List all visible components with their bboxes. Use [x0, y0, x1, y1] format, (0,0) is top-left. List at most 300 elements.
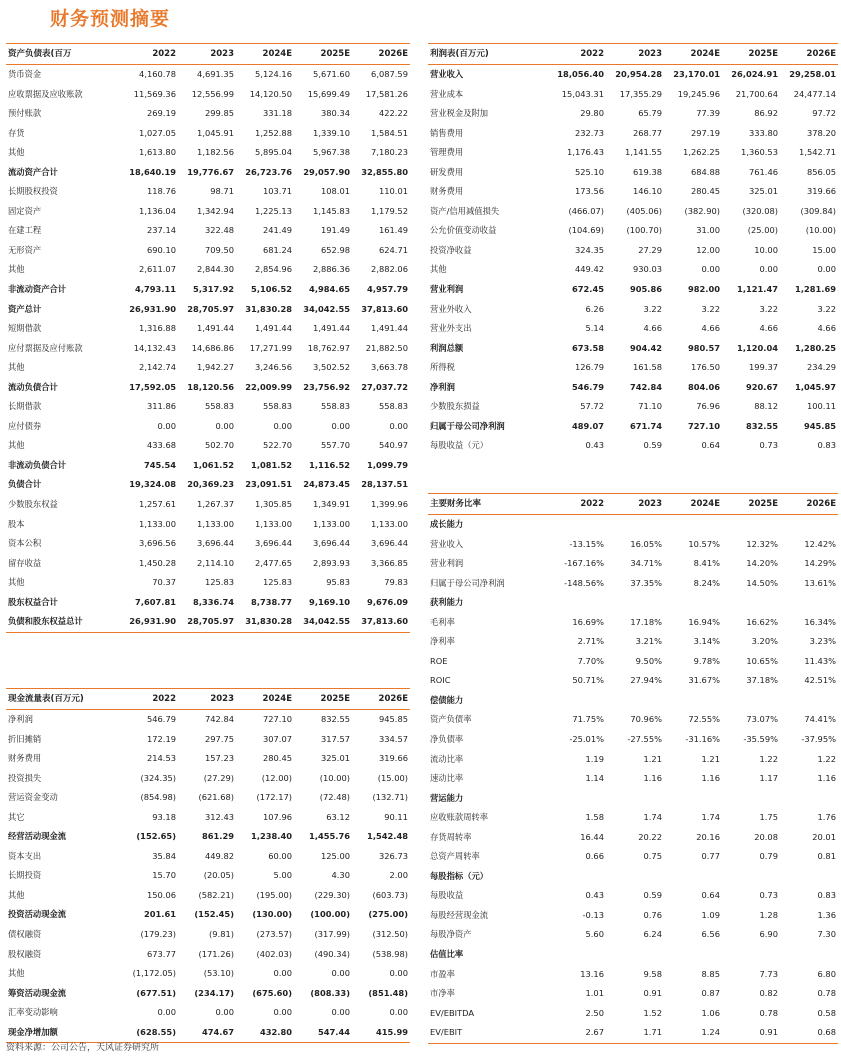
table-row [428, 280, 838, 300]
cell-value: -148.56% [564, 577, 604, 588]
table-row [6, 358, 410, 378]
row-label: 应收票据及应收账款 [8, 88, 83, 99]
row-label: 流动比率 [430, 753, 464, 764]
cell-value: (234.17) [194, 987, 234, 998]
cell-value: 982.00 [687, 284, 720, 295]
cell-value: 27,037.72 [361, 381, 408, 392]
row-label: 在建工程 [8, 225, 42, 236]
cell-value: 1,491.44 [255, 323, 292, 334]
cell-value: 14.20% [746, 558, 778, 569]
table-row [6, 182, 410, 202]
cell-value: 1,491.44 [197, 323, 234, 334]
cell-value: 15,699.49 [307, 88, 350, 99]
row-label: 营运资金变动 [8, 792, 58, 803]
row-label: 短期借款 [8, 323, 42, 334]
table-row [6, 124, 410, 144]
cell-value: 28,705.97 [187, 303, 234, 314]
column-header: 2024E [236, 689, 294, 710]
table-row [6, 964, 410, 984]
column-header: 2023 [606, 494, 664, 515]
cell-value: 673.58 [571, 342, 604, 353]
cell-value: 1,455.76 [309, 831, 350, 842]
cell-value: 18,056.40 [557, 69, 604, 79]
cell-value: 905.86 [629, 284, 662, 295]
cell-value: 0.73 [759, 440, 778, 451]
cell-value: 24,873.45 [303, 479, 350, 490]
column-header: 2024E [664, 44, 722, 65]
table-title: 资产负债表(百万 [6, 44, 120, 65]
cell-value: -25.01% [569, 734, 604, 745]
cell-value [548, 593, 606, 613]
cell-value [780, 515, 838, 535]
cell-value [664, 593, 722, 613]
table-row [6, 945, 410, 965]
cell-value: 73.07% [746, 714, 778, 725]
cell-value: 2,854.96 [255, 264, 292, 275]
cell-value: 317.57 [320, 733, 350, 744]
cell-value: 280.45 [690, 186, 720, 197]
cell-value [780, 945, 838, 965]
cell-value [664, 691, 722, 711]
cell-value: 9.78% [693, 655, 720, 666]
column-header: 2025E [294, 689, 352, 710]
cell-value: 16.69% [572, 616, 604, 627]
cell-value: 5,671.60 [313, 69, 350, 79]
cell-value: 1,225.13 [255, 205, 292, 216]
table-row [6, 163, 410, 183]
cell-value: 11,569.36 [133, 88, 176, 99]
cell-value: 8.85 [701, 968, 720, 979]
cell-value: 1,542.71 [799, 147, 836, 158]
cell-value: 0.00 [759, 264, 778, 275]
cell-value: 4,957.79 [367, 284, 408, 295]
cell-value: 2.00 [389, 870, 408, 881]
cell-value: 0.83 [817, 890, 836, 901]
table-row [6, 143, 410, 163]
cell-value: (179.23) [140, 929, 176, 940]
cell-value: 0.00 [331, 420, 350, 431]
cell-value: 449.42 [574, 264, 604, 275]
cell-value: (851.48) [368, 987, 408, 998]
row-label: 固定资产 [8, 205, 42, 216]
cell-value: 1,339.10 [313, 127, 350, 138]
column-header: 2022 [120, 44, 178, 65]
cell-value [722, 945, 780, 965]
cell-value: 1,116.52 [309, 459, 350, 470]
cell-value: (12.00) [261, 772, 292, 783]
cell-value: 9,169.10 [309, 596, 350, 607]
cell-value: 7.73 [759, 968, 778, 979]
table-row [6, 905, 410, 925]
cell-value: 269.19 [146, 108, 176, 119]
cell-value: 558.83 [262, 401, 292, 412]
table-row [6, 65, 410, 85]
cell-value: 1.14 [585, 773, 604, 784]
table-row [6, 85, 410, 105]
cell-value: 672.45 [571, 284, 604, 295]
cell-value: 1,360.53 [741, 147, 778, 158]
cell-value: 522.70 [262, 440, 292, 451]
cell-value: 1.19 [585, 753, 604, 764]
cell-value: 11.43% [804, 655, 836, 666]
cell-value: 1,120.04 [737, 342, 778, 353]
cell-value: 742.84 [204, 714, 234, 724]
cell-value: 3.22 [759, 303, 778, 314]
cell-value: 326.73 [378, 850, 408, 861]
table-row [6, 866, 410, 886]
cell-value: 489.07 [571, 420, 604, 431]
row-label: 负债和股东权益总计 [6, 612, 120, 632]
cell-value: 1,257.61 [139, 499, 176, 510]
row-label: 营运能力 [430, 792, 464, 803]
table-row [428, 339, 838, 359]
cell-value: 3.22 [817, 303, 836, 314]
cell-value: 0.91 [722, 1023, 780, 1043]
row-label: 无形资产 [8, 244, 42, 255]
cell-value: 1,542.48 [367, 831, 408, 842]
section-header-row [428, 789, 838, 809]
cell-value: 16.62% [746, 616, 778, 627]
cell-value: 1.01 [585, 988, 604, 999]
table-row [428, 750, 838, 770]
cell-value [606, 867, 664, 887]
row-label: 其他 [430, 264, 447, 275]
column-header: 2023 [178, 44, 236, 65]
cell-value: 65.79 [638, 108, 662, 119]
cell-value: (405.06) [626, 205, 662, 216]
cell-value: 1.52 [643, 1007, 662, 1018]
row-label: 股本 [8, 518, 25, 529]
cell-value: 125.83 [262, 577, 292, 588]
column-header: 2025E [722, 44, 780, 65]
cell-value [606, 789, 664, 809]
cell-value: 1.16 [643, 773, 662, 784]
table-row [428, 104, 838, 124]
cell-value: 29.80 [580, 108, 604, 119]
cell-value: 37,813.60 [352, 612, 410, 632]
cell-value: 3,696.44 [371, 538, 408, 549]
cell-value: 7.30 [817, 929, 836, 940]
cell-value [606, 691, 664, 711]
cell-value: 74.41% [804, 714, 836, 725]
cell-value: 4,160.78 [139, 69, 176, 79]
cell-value: 1,613.80 [139, 147, 176, 158]
row-label: 偿债能力 [430, 694, 464, 705]
table-row [428, 202, 838, 222]
table-row [6, 749, 410, 769]
cell-value: 27.29 [638, 244, 662, 255]
cell-value: 18,120.56 [187, 381, 234, 392]
cell-value: 241.49 [262, 225, 292, 236]
cell-value: 0.43 [585, 440, 604, 451]
cell-value: 37,813.60 [361, 303, 408, 314]
cell-value: 0.00 [817, 264, 836, 275]
column-header: 2024E [236, 44, 294, 65]
cell-value: 32,855.80 [361, 166, 408, 177]
table-row [6, 827, 410, 847]
row-label: ROE [430, 655, 448, 666]
table-row [428, 613, 838, 633]
cell-value: -35.59% [743, 734, 778, 745]
table-header-row [6, 689, 410, 710]
cell-value: 709.50 [204, 244, 234, 255]
cell-value: 126.79 [574, 362, 604, 373]
cell-value: (171.26) [198, 948, 234, 959]
cell-value: 333.80 [748, 127, 778, 138]
cell-value: 0.66 [585, 851, 604, 862]
cell-value: 79.83 [384, 577, 408, 588]
cell-value: 1,305.85 [255, 499, 292, 510]
cell-value: (229.30) [314, 889, 350, 900]
cell-value: 904.42 [629, 342, 662, 353]
cell-value: 31.00 [696, 225, 720, 236]
cell-value: 3,663.78 [371, 362, 408, 373]
cell-value: 31.67% [688, 675, 720, 686]
row-label: 债权融资 [8, 929, 42, 940]
cell-value: 26,931.90 [120, 612, 178, 632]
cell-value: 1,179.52 [371, 205, 408, 216]
row-label: 每股收益（元） [430, 440, 489, 451]
table-header-row [428, 44, 838, 65]
cell-value: 4,984.65 [309, 284, 350, 295]
table-row [428, 652, 838, 672]
cell-value: 0.00 [273, 420, 292, 431]
cell-value: 103.71 [262, 186, 292, 197]
cell-value: -31.16% [685, 734, 720, 745]
table-row [6, 925, 410, 945]
row-label: 公允价值变动收益 [430, 225, 497, 236]
cell-value: 70.37 [152, 577, 176, 588]
table-row [6, 886, 410, 906]
cell-value: 107.96 [262, 811, 292, 822]
cell-value: (25.00) [747, 225, 778, 236]
table-row [428, 535, 838, 555]
cell-value: 157.23 [204, 753, 234, 764]
cell-value: 325.01 [320, 753, 350, 764]
cell-value [548, 867, 606, 887]
cell-value: 26,931.90 [129, 303, 176, 314]
row-label: 现金净增加额 [6, 1023, 120, 1043]
cell-value: (317.99) [314, 929, 350, 940]
row-label: 折旧摊销 [8, 733, 42, 744]
row-label: 市盈率 [430, 968, 455, 979]
row-label: 营业成本 [430, 88, 464, 99]
cell-value: 60.00 [268, 850, 292, 861]
row-label: 应付债券 [8, 420, 42, 431]
cell-value: 727.10 [262, 714, 292, 724]
cell-value: 23,170.01 [673, 69, 720, 79]
cell-value: 57.72 [580, 401, 604, 412]
table-row [6, 769, 410, 789]
cell-value: 945.85 [803, 420, 836, 431]
cell-value: 3.22 [701, 303, 720, 314]
cell-value: 76.96 [696, 401, 720, 412]
cell-value: 1,252.88 [255, 127, 292, 138]
cell-value: 90.11 [384, 811, 408, 822]
cell-value: (538.98) [372, 948, 408, 959]
cell-value: 1,061.52 [193, 459, 234, 470]
cell-value: (273.57) [256, 929, 292, 940]
cell-value [664, 789, 722, 809]
cell-value: 1.17 [759, 773, 778, 784]
cell-value: 24,477.14 [793, 88, 836, 99]
cell-value: 125.00 [320, 850, 350, 861]
cell-value: 150.06 [146, 889, 176, 900]
cell-value: (15.00) [377, 772, 408, 783]
cell-value: 2.50 [585, 1007, 604, 1018]
cell-value: 3.23% [809, 636, 836, 647]
cell-value: 172.19 [146, 733, 176, 744]
cell-value: (582.21) [198, 889, 234, 900]
page-title: 财务预测摘要 [50, 8, 171, 30]
table-row [6, 300, 410, 320]
cell-value: (324.35) [140, 772, 176, 783]
table-row [428, 965, 838, 985]
cell-value: 2.71% [577, 636, 604, 647]
table-row [428, 1004, 838, 1024]
row-label: 货币资金 [8, 69, 42, 79]
cell-value: 1,133.00 [371, 518, 408, 529]
table-row [6, 573, 410, 593]
cell-value: 18,762.97 [307, 342, 350, 353]
cell-value: 16.34% [804, 616, 836, 627]
row-label: 财务费用 [430, 186, 464, 197]
cell-value: 319.66 [806, 186, 836, 197]
row-label: 汇率变动影响 [8, 1007, 58, 1018]
cell-value: 3.21% [635, 636, 662, 647]
table-row [428, 378, 838, 398]
cell-value [606, 515, 664, 535]
cell-value: (9.81) [209, 929, 234, 940]
row-label: 长期借款 [8, 401, 42, 412]
cell-value: 35.84 [152, 850, 176, 861]
cell-value: 1.21 [701, 753, 720, 764]
cell-value: 557.70 [320, 440, 350, 451]
column-header: 2022 [120, 689, 178, 710]
cell-value: 0.87 [701, 988, 720, 999]
cell-value: 474.67 [178, 1023, 236, 1043]
cell-value: 3,696.44 [197, 538, 234, 549]
column-header: 2023 [606, 44, 664, 65]
cell-value: 2,893.93 [313, 557, 350, 568]
row-label: 股权融资 [8, 948, 42, 959]
cell-value: 3,366.85 [371, 557, 408, 568]
cell-value: 1,182.56 [197, 147, 234, 158]
cell-value: 324.35 [574, 244, 604, 255]
cell-value: 4.66 [817, 323, 836, 334]
cell-value: (628.55) [120, 1023, 178, 1043]
cell-value: 3,696.44 [313, 538, 350, 549]
table-title: 利润表(百万元) [428, 44, 548, 65]
cell-value: 0.59 [643, 440, 662, 451]
cell-value: 319.66 [378, 753, 408, 764]
cell-value: 1.28 [759, 909, 778, 920]
cell-value: 63.12 [326, 811, 350, 822]
row-label: 净负债率 [430, 734, 464, 745]
cell-value: -0.13 [582, 909, 604, 920]
balance-sheet-table [6, 43, 410, 633]
cell-value: 15.70 [152, 870, 176, 881]
table-row [428, 632, 838, 652]
cell-value: 280.45 [262, 753, 292, 764]
cell-value: 9,676.09 [367, 596, 408, 607]
cell-value: 201.61 [143, 909, 176, 920]
cell-value: 37.35% [630, 577, 662, 588]
cell-value: 2,844.30 [197, 264, 234, 275]
cell-value: 297.75 [204, 733, 234, 744]
table-row [6, 612, 410, 632]
row-label: 长期股权投资 [8, 186, 58, 197]
table-row [6, 984, 410, 1004]
table-row [6, 417, 410, 437]
row-label: 其他 [8, 362, 25, 373]
cell-value: 1,267.37 [197, 499, 234, 510]
cell-value: 1.09 [701, 909, 720, 920]
table-row [6, 515, 410, 535]
cell-value: 856.05 [806, 166, 836, 177]
cell-value [664, 945, 722, 965]
cell-value: 0.00 [215, 420, 234, 431]
cell-value: 920.67 [745, 381, 778, 392]
table-row [428, 769, 838, 789]
cell-value: 5,124.16 [255, 69, 292, 79]
cell-value: 1,281.69 [795, 284, 836, 295]
table-row [428, 730, 838, 750]
cell-value: (808.33) [310, 987, 350, 998]
cell-value: 0.59 [643, 890, 662, 901]
table-row [6, 241, 410, 261]
row-label: 其他 [8, 889, 25, 900]
cell-value: 16.44 [580, 831, 604, 842]
row-label: 营业利润 [430, 284, 464, 295]
cell-value: 1,349.91 [313, 499, 350, 510]
cell-value: 2,611.07 [139, 264, 176, 275]
cell-value: (20.05) [203, 870, 234, 881]
cell-value: 684.88 [690, 166, 720, 177]
cell-value: 2,114.10 [197, 557, 234, 568]
cell-value: 19,324.08 [129, 479, 176, 490]
cell-value [780, 867, 838, 887]
cell-value: 449.82 [204, 850, 234, 861]
table-title: 现金流量表(百万元) [6, 689, 120, 710]
row-label: 流动负债合计 [8, 381, 58, 392]
cell-value: 1.71 [606, 1023, 664, 1043]
row-label: 净利率 [430, 636, 455, 647]
row-label: 资产/信用减值损失 [430, 205, 500, 216]
cell-value: 17,271.99 [249, 342, 292, 353]
cell-value: (854.98) [140, 792, 176, 803]
cell-value: 237.14 [146, 225, 176, 236]
row-label: 估值比率 [430, 949, 464, 960]
cell-value: 31,830.28 [245, 303, 292, 314]
table-row [6, 397, 410, 417]
cell-value: 20.01 [812, 831, 836, 842]
table-row [6, 319, 410, 339]
table-row [428, 436, 838, 456]
cell-value: 28,137.51 [361, 479, 408, 490]
cell-value [664, 867, 722, 887]
row-label: ROIC [430, 675, 451, 686]
cell-value: (10.00) [805, 225, 836, 236]
cell-value: 34.71% [630, 558, 662, 569]
cell-value: 1,176.43 [567, 147, 604, 158]
cell-value: 558.83 [204, 401, 234, 412]
cell-value [548, 789, 606, 809]
row-label: 净利润 [8, 714, 33, 724]
cell-value: 0.00 [389, 420, 408, 431]
table-row [428, 241, 838, 261]
row-label: 获利能力 [430, 597, 464, 608]
